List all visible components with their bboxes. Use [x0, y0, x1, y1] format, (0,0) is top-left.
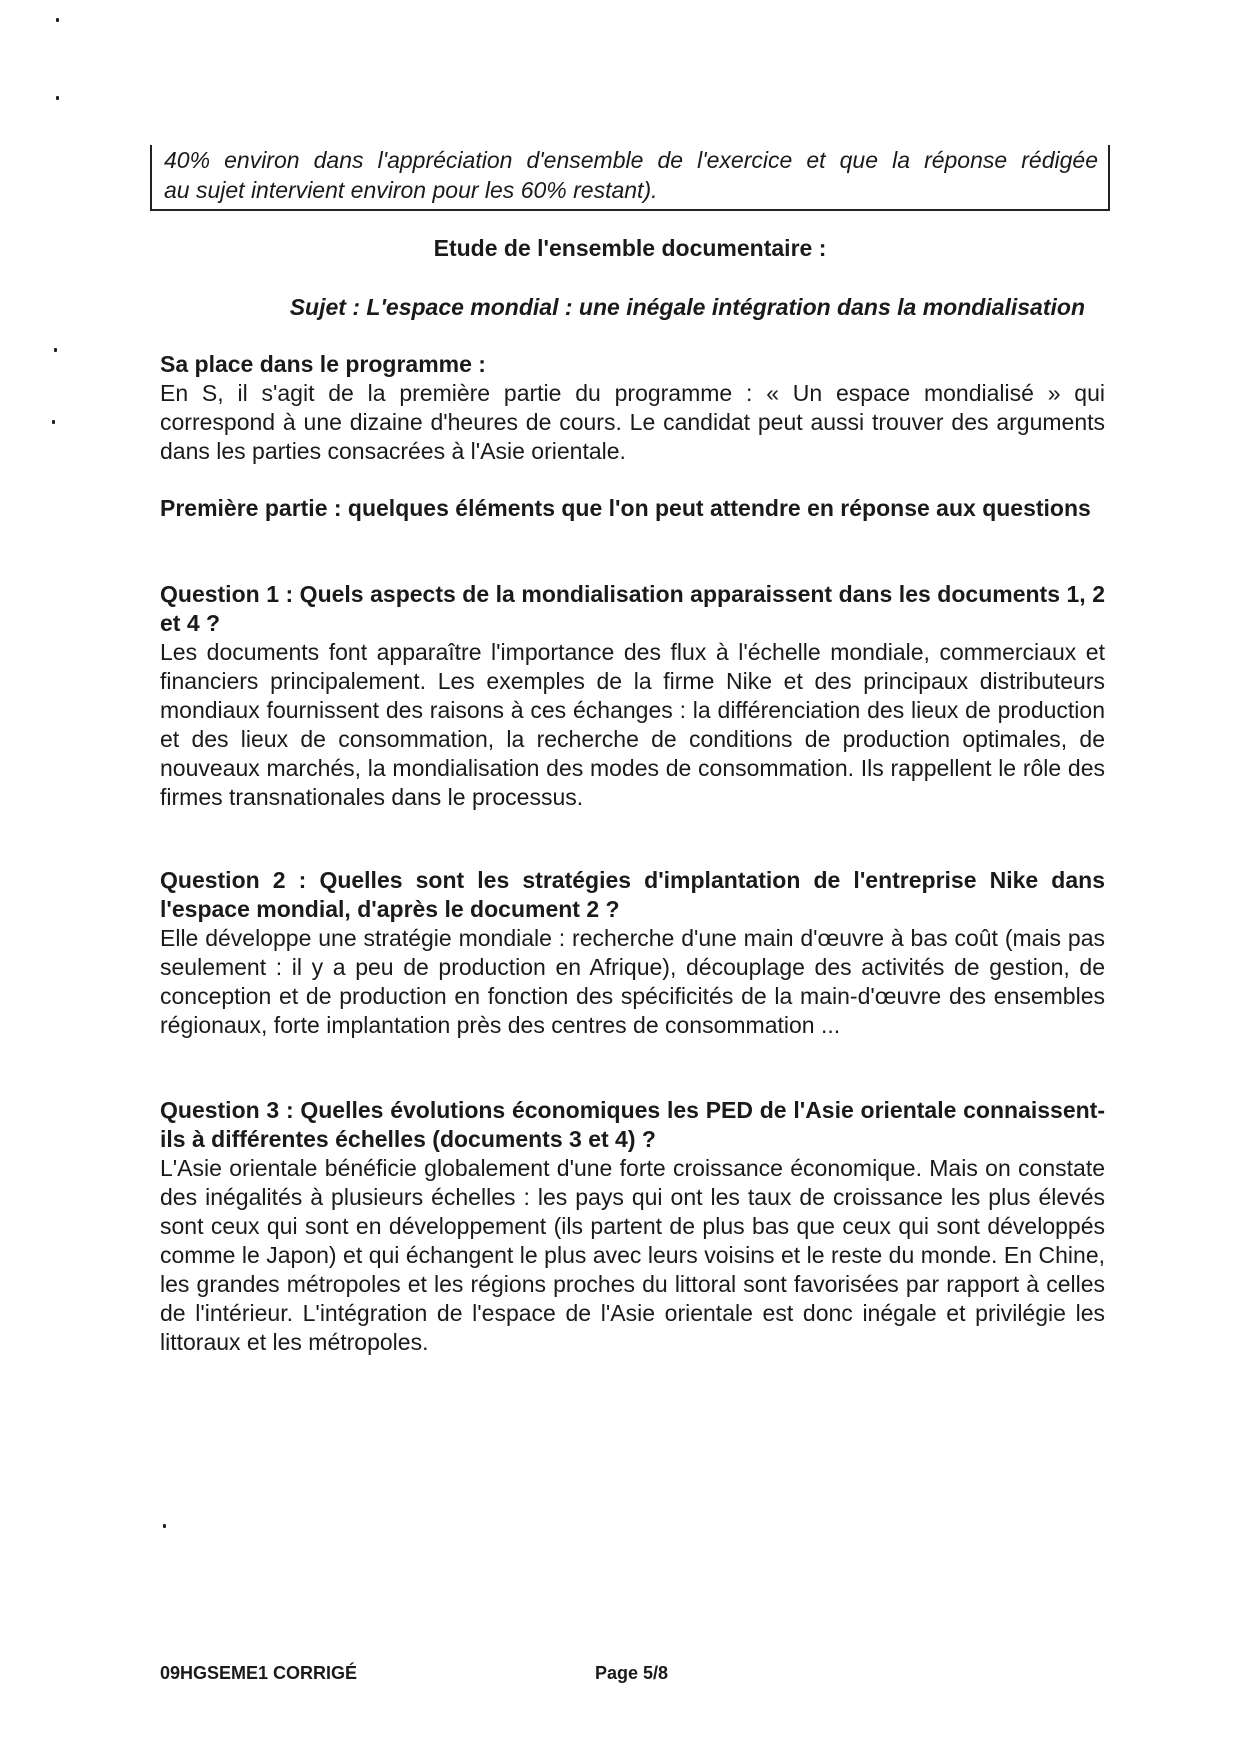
- part1-heading: Première partie : quelques éléments que l'on peut attendre en réponse aux questions: [160, 495, 1091, 521]
- question-answer: Elle développe une stratégie mondiale : recherche d'une main d'œuvre à bas coût (mais pas seulement : il y a peu de production en Afrique), découplage des activités de gestion, de conception et de production en fonction des spécificités de la main-d'œuvre des ensembles régionaux, forte implantation près des centres de consommation ...: [160, 925, 1105, 1038]
- scan-mark: [163, 1524, 166, 1528]
- scan-mark: [56, 18, 59, 22]
- subject-title: Sujet : L'espace mondial : une inégale intégration dans la mondialisation: [289, 294, 1085, 320]
- footer-code: 09HGSEME1 CORRIGÉ: [160, 1663, 358, 1683]
- scan-mark: [54, 348, 57, 352]
- programme-text: En S, il s'agit de la première partie du programme : « Un espace mondialisé » qui correspond à une dizaine d'heures de cours. Le candidat peut aussi trouver des arguments dans les parties consacrées à l'Asie orientale.: [160, 380, 1105, 464]
- boxed-note-line: 40% environ dans l'appréciation d'ensemble de l'exercice et que la réponse rédigée: [164, 147, 1098, 173]
- question-3: [160, 1096, 1105, 1357]
- question-heading: Question 2 : Quelles sont les stratégies d'implantation de l'entreprise Nike dans l'espace mondial, d'après le document 2 ?: [160, 867, 1105, 922]
- question-answer: Les documents font apparaître l'importance des flux à l'échelle mondiale, commerciaux et financiers principalement. Les exemples de la firme Nike et des principaux distributeurs mondiaux fournissent des raisons à ces échanges : la différenciation des lieux de production et des lieux de consommation, la recherche de conditions de production optimales, de nouveaux marchés, la mondialisation des modes de consommation. Ils rappellent le rôle des firmes transnationales dans le processus.: [160, 639, 1105, 810]
- scan-mark: [52, 420, 55, 424]
- question-answer: L'Asie orientale bénéficie globalement d'une forte croissance économique. Mais on constate des inégalités à plusieurs échelles : les pays qui ont les taux de croissance les plus élevés sont ceux qui sont en développement (ils partent de plus bas que ceux qui sont développés comme le Japon) et qui échangent le plus avec leurs voisins et le reste du monde. En Chine, les grandes métropoles et les régions proches du littoral sont favorisées par rapport à celles de l'intérieur. L'intégration de l'espace de l'Asie orientale est donc inégale et privilégie les littoraux et les métropoles.: [160, 1155, 1105, 1355]
- question-1: [160, 580, 1105, 812]
- boxed-note: [150, 145, 1110, 211]
- question-heading: Question 3 : Quelles évolutions économiques les PED de l'Asie orientale connaissent-ils à différentes échelles (documents 3 et 4) ?: [160, 1097, 1105, 1152]
- footer-page-number: Page 5/8: [595, 1663, 669, 1683]
- scan-mark: [56, 96, 59, 100]
- part1-section: [160, 494, 1105, 523]
- question-2: [160, 866, 1105, 1040]
- section-title: Etude de l'ensemble documentaire :: [433, 235, 827, 261]
- programme-section: [160, 350, 1105, 466]
- boxed-note-line: au sujet intervient environ pour les 60% restant).: [164, 177, 658, 203]
- question-heading: Question 1 : Quels aspects de la mondialisation apparaissent dans les documents 1, 2 et 4 ?: [160, 581, 1105, 636]
- programme-heading: Sa place dans le programme :: [160, 351, 486, 377]
